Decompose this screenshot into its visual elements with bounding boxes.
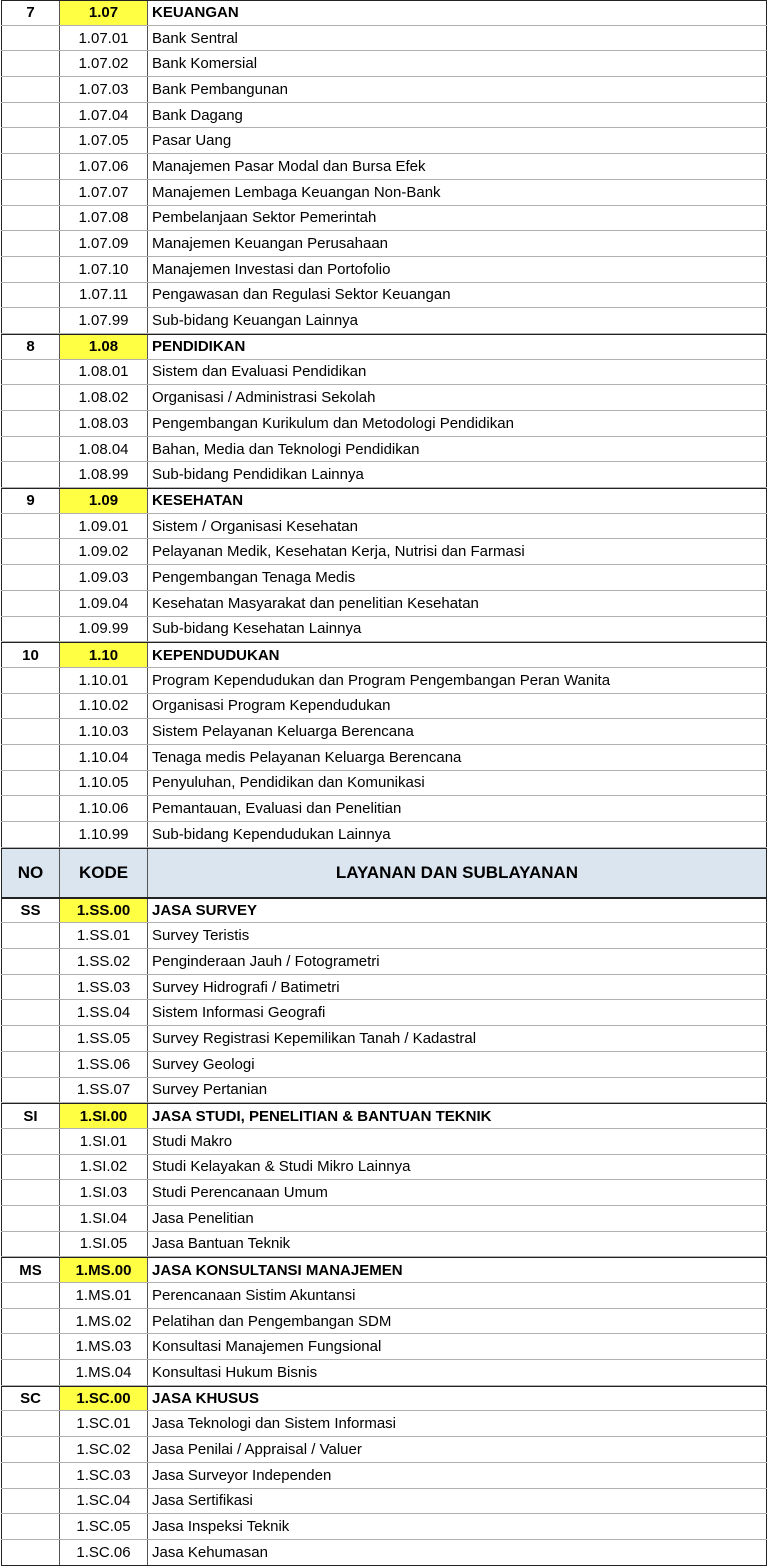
row-number [1, 591, 60, 616]
table-row [1, 1232, 767, 1258]
group-row [1, 1103, 767, 1129]
header-kode: KODE [60, 849, 148, 897]
row-number [1, 1000, 60, 1025]
row-number [1, 437, 60, 462]
row-code: 1.10.99 [60, 822, 148, 847]
group-name: KESEHATAN [148, 489, 767, 513]
row-code: 1.10.06 [60, 796, 148, 821]
table-row [1, 1283, 767, 1309]
row-name: Organisasi / Administrasi Sekolah [148, 385, 767, 410]
row-number [1, 231, 60, 256]
row-name: Sub-bidang Pendidikan Lainnya [148, 462, 767, 487]
table-row [1, 1155, 767, 1181]
row-name: Organisasi Program Kependudukan [148, 694, 767, 719]
row-number [1, 1514, 60, 1539]
group-name: JASA KHUSUS [148, 1387, 767, 1411]
row-number [1, 745, 60, 770]
group-row [1, 1386, 767, 1412]
row-name: Studi Perencanaan Umum [148, 1180, 767, 1205]
table-row [1, 77, 767, 103]
table-row [1, 1360, 767, 1386]
table-row [1, 796, 767, 822]
row-code: 1.SS.07 [60, 1078, 148, 1103]
row-name: Sistem / Organisasi Kesehatan [148, 514, 767, 539]
row-code: 1.08.02 [60, 385, 148, 410]
table-row [1, 1437, 767, 1463]
table-row [1, 1000, 767, 1026]
row-code: 1.07.03 [60, 77, 148, 102]
row-number [1, 539, 60, 564]
table-row [1, 1489, 767, 1515]
row-name: Jasa Sertifikasi [148, 1489, 767, 1514]
group-number: 9 [1, 489, 60, 513]
row-name: Survey Hidrografi / Batimetri [148, 975, 767, 1000]
table-row [1, 51, 767, 77]
table-row [1, 462, 767, 488]
table-row [1, 1334, 767, 1360]
row-name: Pelatihan dan Pengembangan SDM [148, 1309, 767, 1334]
row-code: 1.08.01 [60, 360, 148, 385]
row-name: Bank Sentral [148, 26, 767, 51]
row-number [1, 514, 60, 539]
header-description: LAYANAN DAN SUBLAYANAN [148, 849, 767, 897]
table-row [1, 308, 767, 334]
group-code: 1.MS.00 [60, 1258, 148, 1282]
table-row [1, 385, 767, 411]
row-number [1, 694, 60, 719]
row-number [1, 1360, 60, 1385]
table-row [1, 437, 767, 463]
row-code: 1.10.01 [60, 668, 148, 693]
row-code: 1.SS.04 [60, 1000, 148, 1025]
row-code: 1.07.04 [60, 103, 148, 128]
row-name: Bahan, Media dan Teknologi Pendidikan [148, 437, 767, 462]
group-row [1, 334, 767, 360]
row-name: Konsultasi Manajemen Fungsional [148, 1334, 767, 1359]
table-row [1, 949, 767, 975]
row-name: Pengawasan dan Regulasi Sektor Keuangan [148, 283, 767, 308]
table-row [1, 771, 767, 797]
table-row [1, 694, 767, 720]
row-number [1, 411, 60, 436]
row-number [1, 1155, 60, 1180]
row-number [1, 1463, 60, 1488]
row-code: 1.SI.03 [60, 1180, 148, 1205]
row-name: Tenaga medis Pelayanan Keluarga Berencana [148, 745, 767, 770]
row-number [1, 308, 60, 333]
row-number [1, 923, 60, 948]
group-number: SC [1, 1387, 60, 1411]
row-name: Program Kependudukan dan Program Pengembangan Peran Wanita [148, 668, 767, 693]
row-number [1, 617, 60, 642]
table-row [1, 668, 767, 694]
group-name: JASA STUDI, PENELITIAN & BANTUAN TEKNIK [148, 1104, 767, 1128]
group-number: 8 [1, 335, 60, 359]
row-number [1, 1052, 60, 1077]
row-number [1, 51, 60, 76]
row-name: Penginderaan Jauh / Fotogrametri [148, 949, 767, 974]
row-code: 1.SC.04 [60, 1489, 148, 1514]
group-number: MS [1, 1258, 60, 1282]
row-number [1, 1206, 60, 1231]
group-row [1, 1257, 767, 1283]
table-block-fields [1, 0, 767, 848]
row-code: 1.MS.04 [60, 1360, 148, 1385]
group-number: SS [1, 899, 60, 923]
table-row [1, 26, 767, 52]
group-code: 1.10 [60, 643, 148, 667]
row-name: Penyuluhan, Pendidikan dan Komunikasi [148, 771, 767, 796]
row-name: Studi Makro [148, 1129, 767, 1154]
row-number [1, 77, 60, 102]
row-code: 1.07.09 [60, 231, 148, 256]
row-name: Studi Kelayakan & Studi Mikro Lainnya [148, 1155, 767, 1180]
row-code: 1.07.99 [60, 308, 148, 333]
row-number [1, 1309, 60, 1334]
row-number [1, 1026, 60, 1051]
table-row [1, 1540, 767, 1566]
row-name: Pasar Uang [148, 128, 767, 153]
group-row [1, 898, 767, 924]
row-number [1, 206, 60, 231]
row-number [1, 565, 60, 590]
group-name: PENDIDIKAN [148, 335, 767, 359]
row-code: 1.SC.01 [60, 1411, 148, 1436]
table-row [1, 1514, 767, 1540]
row-number [1, 283, 60, 308]
group-code: 1.07 [60, 1, 148, 25]
row-code: 1.07.05 [60, 128, 148, 153]
row-code: 1.07.01 [60, 26, 148, 51]
row-number [1, 771, 60, 796]
table-row [1, 103, 767, 129]
row-code: 1.08.03 [60, 411, 148, 436]
row-name: Jasa Penelitian [148, 1206, 767, 1231]
row-code: 1.SI.04 [60, 1206, 148, 1231]
row-code: 1.09.04 [60, 591, 148, 616]
group-number: 7 [1, 1, 60, 25]
row-name: Pembelanjaan Sektor Pemerintah [148, 206, 767, 231]
table-row [1, 1463, 767, 1489]
row-number [1, 1078, 60, 1103]
row-name: Kesehatan Masyarakat dan penelitian Kesehatan [148, 591, 767, 616]
row-code: 1.09.02 [60, 539, 148, 564]
row-name: Sub-bidang Kesehatan Lainnya [148, 617, 767, 642]
row-name: Konsultasi Hukum Bisnis [148, 1360, 767, 1385]
table-row [1, 514, 767, 540]
table-row [1, 745, 767, 771]
row-code: 1.MS.03 [60, 1334, 148, 1359]
table-row [1, 923, 767, 949]
row-name: Manajemen Lembaga Keuangan Non-Bank [148, 180, 767, 205]
row-number [1, 719, 60, 744]
row-number [1, 128, 60, 153]
row-code: 1.10.05 [60, 771, 148, 796]
row-code: 1.SI.02 [60, 1155, 148, 1180]
row-code: 1.07.06 [60, 154, 148, 179]
row-number [1, 1411, 60, 1436]
row-code: 1.09.01 [60, 514, 148, 539]
header-no: NO [1, 849, 60, 897]
group-code: 1.08 [60, 335, 148, 359]
row-code: 1.SS.02 [60, 949, 148, 974]
row-name: Sistem Pelayanan Keluarga Berencana [148, 719, 767, 744]
row-number [1, 385, 60, 410]
table-row [1, 539, 767, 565]
row-code: 1.07.08 [60, 206, 148, 231]
row-code: 1.SC.03 [60, 1463, 148, 1488]
row-name: Bank Komersial [148, 51, 767, 76]
row-name: Jasa Surveyor Independen [148, 1463, 767, 1488]
row-code: 1.SC.06 [60, 1540, 148, 1565]
table-row [1, 1180, 767, 1206]
row-code: 1.SC.02 [60, 1437, 148, 1462]
row-number [1, 1283, 60, 1308]
row-code: 1.10.03 [60, 719, 148, 744]
row-code: 1.SS.06 [60, 1052, 148, 1077]
group-name: JASA KONSULTANSI MANAJEMEN [148, 1258, 767, 1282]
table-row [1, 617, 767, 643]
row-name: Manajemen Pasar Modal dan Bursa Efek [148, 154, 767, 179]
row-number [1, 257, 60, 282]
row-name: Pelayanan Medik, Kesehatan Kerja, Nutrisi dan Farmasi [148, 539, 767, 564]
table-row [1, 975, 767, 1001]
row-code: 1.SS.01 [60, 923, 148, 948]
row-name: Pengembangan Tenaga Medis [148, 565, 767, 590]
row-name: Manajemen Investasi dan Portofolio [148, 257, 767, 282]
row-code: 1.SS.03 [60, 975, 148, 1000]
group-number: SI [1, 1104, 60, 1128]
row-name: Jasa Kehumasan [148, 1540, 767, 1565]
row-name: Jasa Inspeksi Teknik [148, 1514, 767, 1539]
table-row [1, 565, 767, 591]
row-name: Bank Pembangunan [148, 77, 767, 102]
row-name: Perencanaan Sistim Akuntansi [148, 1283, 767, 1308]
row-code: 1.07.02 [60, 51, 148, 76]
row-code: 1.07.07 [60, 180, 148, 205]
row-number [1, 1129, 60, 1154]
row-code: 1.SS.05 [60, 1026, 148, 1051]
row-code: 1.07.11 [60, 283, 148, 308]
group-row [1, 0, 767, 26]
table-block-services [1, 898, 767, 1566]
row-code: 1.10.02 [60, 694, 148, 719]
row-code: 1.08.99 [60, 462, 148, 487]
table-row [1, 1078, 767, 1104]
table-row [1, 206, 767, 232]
group-name: JASA SURVEY [148, 899, 767, 923]
row-number [1, 975, 60, 1000]
row-code: 1.09.03 [60, 565, 148, 590]
group-name: KEUANGAN [148, 1, 767, 25]
row-number [1, 462, 60, 487]
row-number [1, 26, 60, 51]
row-number [1, 360, 60, 385]
row-number [1, 103, 60, 128]
row-code: 1.SI.01 [60, 1129, 148, 1154]
group-row [1, 642, 767, 668]
row-name: Manajemen Keuangan Perusahaan [148, 231, 767, 256]
table-row [1, 180, 767, 206]
table-row [1, 822, 767, 848]
row-number [1, 822, 60, 847]
row-number [1, 949, 60, 974]
table-row [1, 128, 767, 154]
group-row [1, 488, 767, 514]
row-number [1, 1334, 60, 1359]
row-name: Survey Teristis [148, 923, 767, 948]
table-row [1, 154, 767, 180]
table-row [1, 1129, 767, 1155]
row-number [1, 1540, 60, 1565]
table-row [1, 1309, 767, 1335]
table-row [1, 719, 767, 745]
table-row [1, 283, 767, 309]
row-name: Pengembangan Kurikulum dan Metodologi Pendidikan [148, 411, 767, 436]
row-number [1, 668, 60, 693]
row-code: 1.08.04 [60, 437, 148, 462]
row-name: Sistem dan Evaluasi Pendidikan [148, 360, 767, 385]
row-name: Pemantauan, Evaluasi dan Penelitian [148, 796, 767, 821]
table-row [1, 231, 767, 257]
row-number [1, 154, 60, 179]
row-code: 1.MS.01 [60, 1283, 148, 1308]
row-number [1, 180, 60, 205]
row-code: 1.SC.05 [60, 1514, 148, 1539]
row-code: 1.07.10 [60, 257, 148, 282]
row-name: Jasa Teknologi dan Sistem Informasi [148, 1411, 767, 1436]
row-number [1, 1437, 60, 1462]
table-row [1, 411, 767, 437]
row-name: Sub-bidang Keuangan Lainnya [148, 308, 767, 333]
table-row [1, 591, 767, 617]
row-code: 1.MS.02 [60, 1309, 148, 1334]
row-name: Survey Registrasi Kepemilikan Tanah / Kadastral [148, 1026, 767, 1051]
row-name: Bank Dagang [148, 103, 767, 128]
row-name: Jasa Bantuan Teknik [148, 1232, 767, 1257]
row-name: Survey Geologi [148, 1052, 767, 1077]
table-row [1, 257, 767, 283]
table-header-row [1, 848, 767, 898]
group-code: 1.09 [60, 489, 148, 513]
row-name: Survey Pertanian [148, 1078, 767, 1103]
row-number [1, 796, 60, 821]
table-row [1, 1411, 767, 1437]
row-number [1, 1180, 60, 1205]
group-code: 1.SI.00 [60, 1104, 148, 1128]
row-name: Sistem Informasi Geografi [148, 1000, 767, 1025]
table-row [1, 1026, 767, 1052]
row-name: Sub-bidang Kependudukan Lainnya [148, 822, 767, 847]
service-code-table [1, 0, 767, 1566]
row-number [1, 1489, 60, 1514]
table-row [1, 360, 767, 386]
table-row [1, 1052, 767, 1078]
row-name: Jasa Penilai / Appraisal / Valuer [148, 1437, 767, 1462]
row-code: 1.SI.05 [60, 1232, 148, 1257]
table-row [1, 1206, 767, 1232]
group-code: 1.SS.00 [60, 899, 148, 923]
row-number [1, 1232, 60, 1257]
group-number: 10 [1, 643, 60, 667]
group-code: 1.SC.00 [60, 1387, 148, 1411]
row-code: 1.10.04 [60, 745, 148, 770]
group-name: KEPENDUDUKAN [148, 643, 767, 667]
row-code: 1.09.99 [60, 617, 148, 642]
